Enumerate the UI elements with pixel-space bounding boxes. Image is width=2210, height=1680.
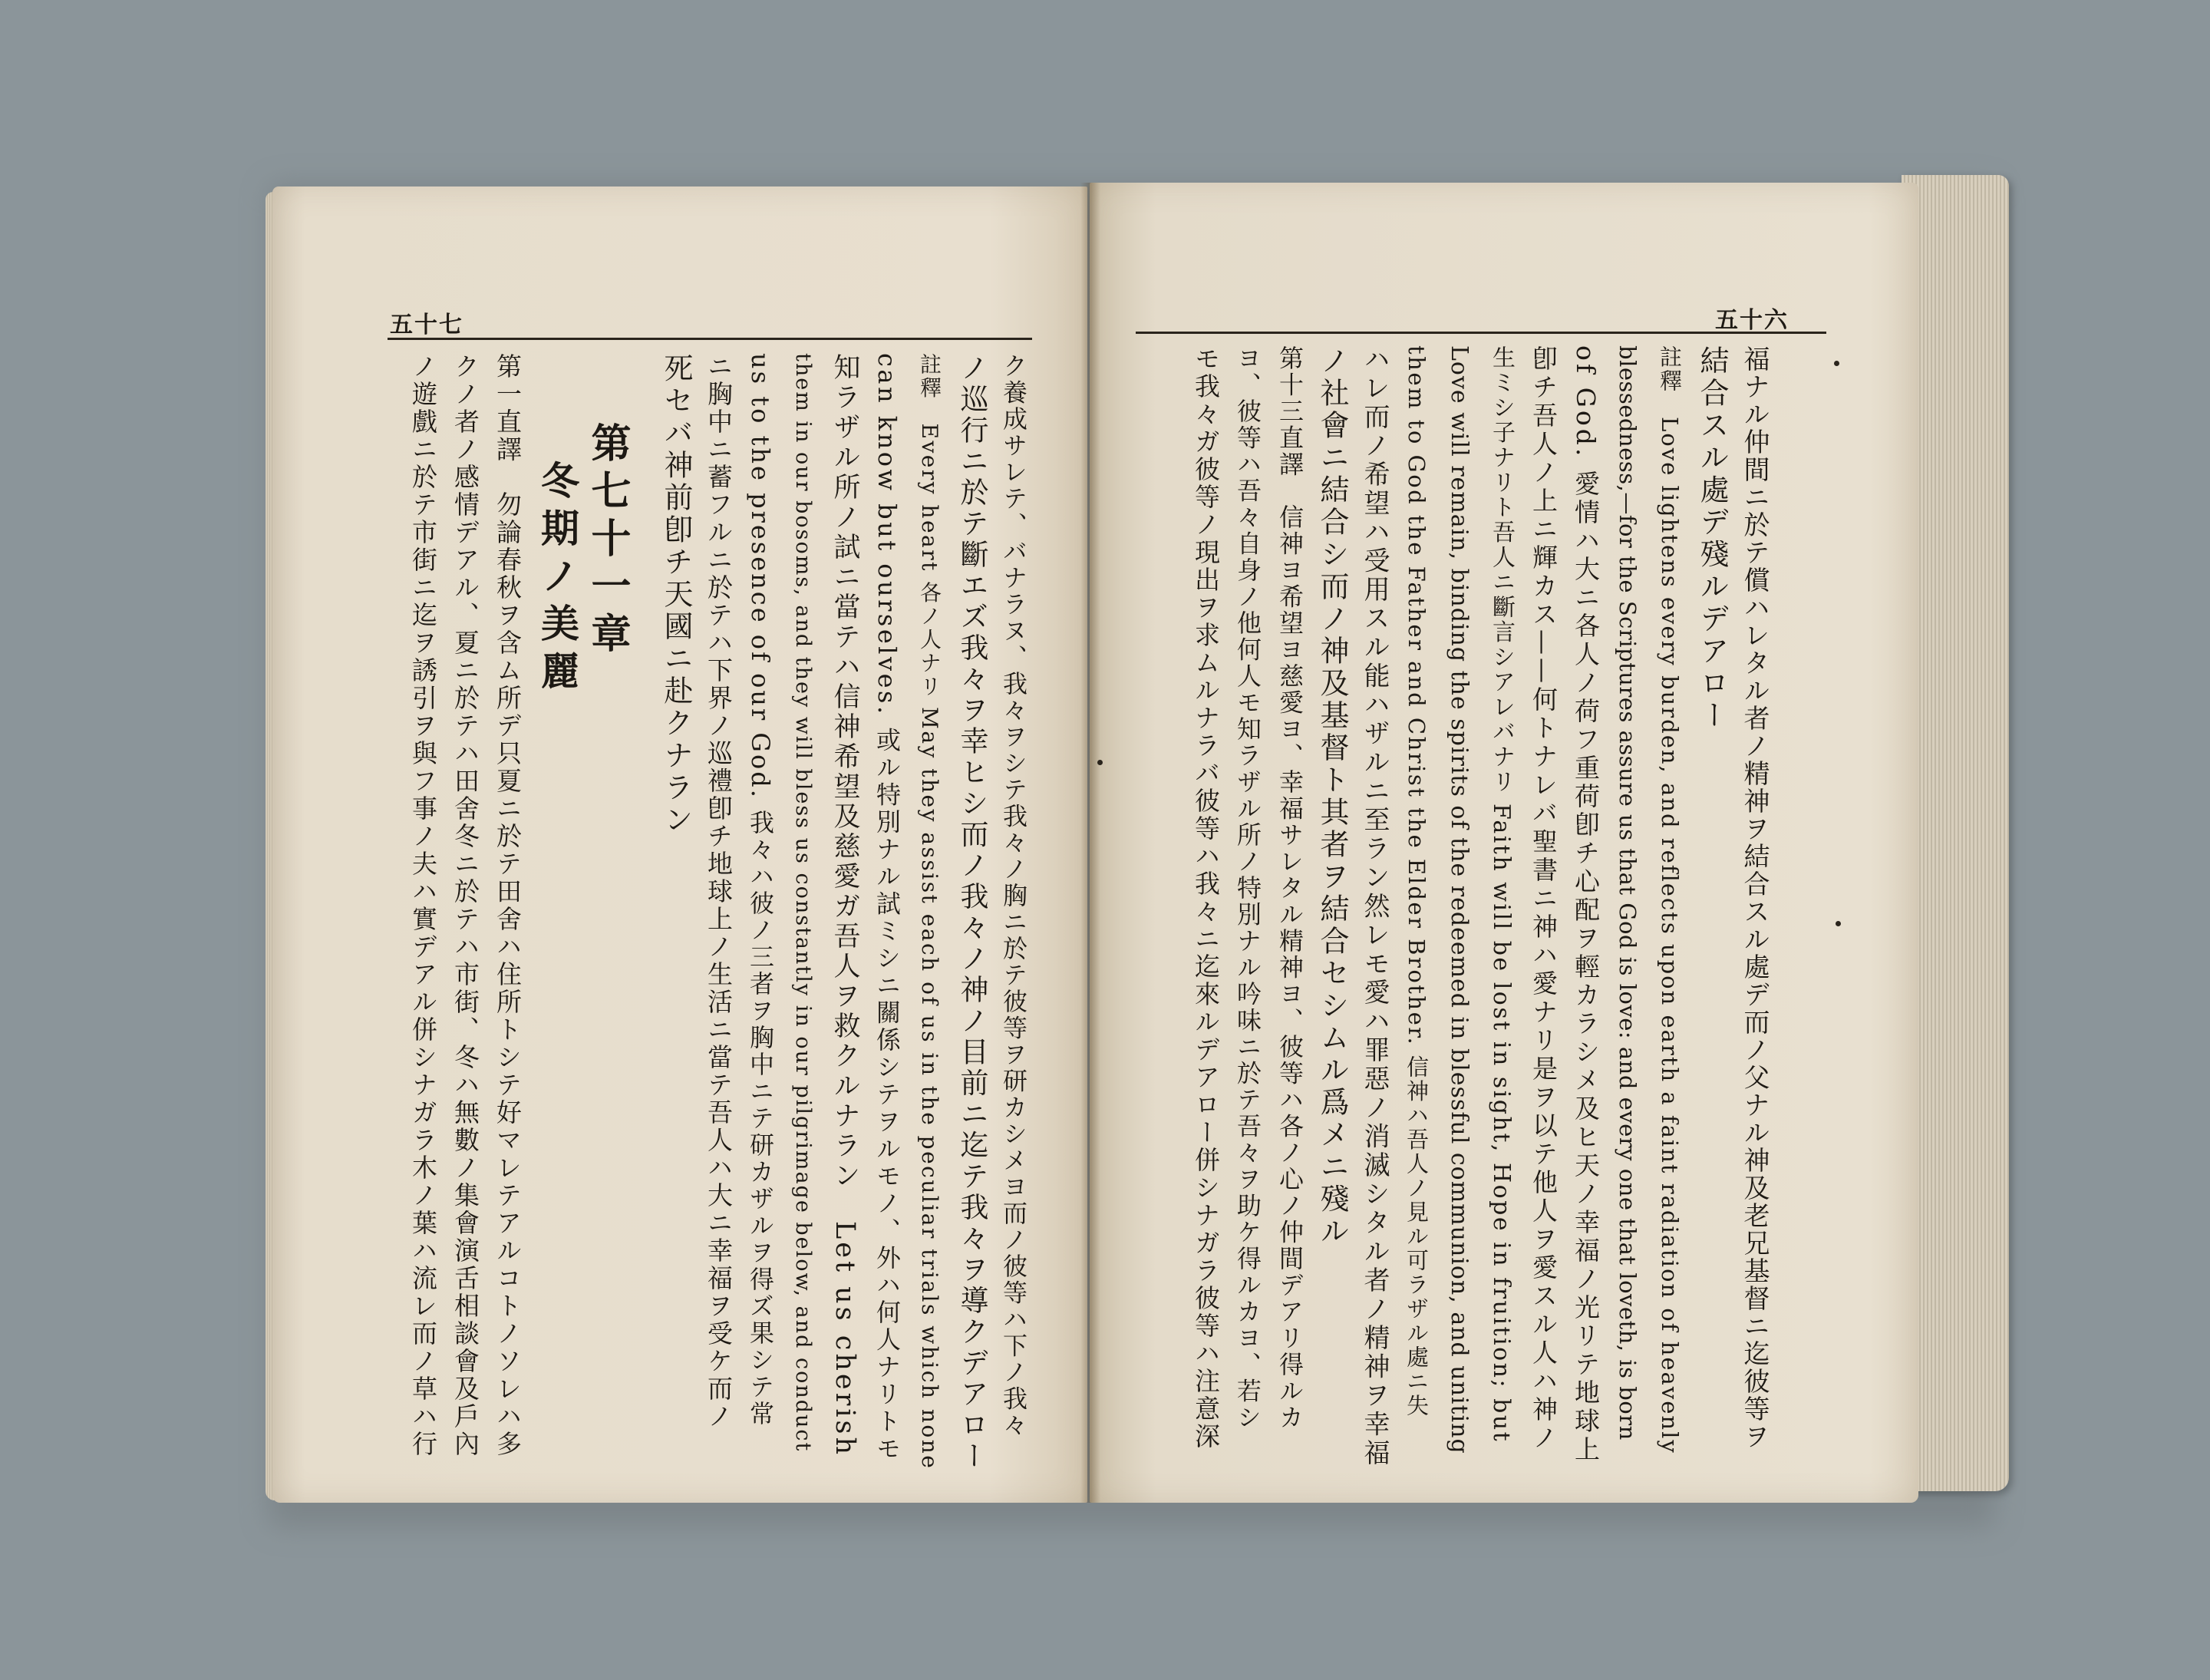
left-text-column: them in our bosoms, and they will bless us constantly in our pilgrimage below, and conduct [791, 353, 815, 1453]
right-text-column: 生ミシ子ナリト吾人ニ斷言シアレバナリ Faith will be lost in sight, Hope in fruition; but [1488, 345, 1515, 1444]
right-page-number: 五十六 [1715, 307, 1789, 334]
right-text-column: 註釋 Love lightens every burden, and reflects upon earth a faint radiation of heavenly [1657, 345, 1683, 1454]
book-gutter [1080, 183, 1100, 1503]
left-page-number: 五十七 [390, 312, 463, 338]
ink-dot [1097, 760, 1103, 765]
left-body-column: クノ者ノ感情デアル、夏ニ於テハ田舍冬ニ於テハ市街、冬ハ無數ノ集會演舌相談會及戶內 [450, 353, 480, 1458]
left-text-column: us to the presence of our God. 我々ハ彼ノ三者ヲ胸中ニテ研カザルヲ得ズ果シテ常 [746, 353, 775, 1428]
right-text-column: them to God the Father and Christ the Elder Brother. 信神ハ吾人ノ見ル可ラザル處ニ失 [1404, 345, 1430, 1418]
right-text-column: ハレ而ノ希望ハ受用スル能ハザルニ至ラン然レモ愛ハ罪惡ノ消滅シタル者ノ精神ヲ幸福 [1359, 345, 1390, 1468]
ink-dot [1836, 921, 1841, 926]
right-text-column: of God. 愛情ハ大ニ各人ノ荷フ重荷卽チ心配ヲ輕カラシメ及ヒ天ノ幸福ノ光リテ地球上 [1571, 345, 1601, 1464]
ink-dot [1834, 361, 1839, 366]
right-text-column: blessedness,—for the Scriptures assure us that God is love: and every one that loveth, is born [1615, 345, 1641, 1441]
left-text-column: ク養成サレテ、バナラヌ、我々ヲシテ我々ノ胸ニ於テ彼等ヲ研カシメヨ而ノ彼等ハ下ノ我々 [999, 353, 1028, 1439]
right-text-column: Love will remain, binding the spirits of the redeemed in blessful communion, and uniting [1446, 345, 1473, 1454]
right-text-column: 卽チ吾人ノ上ニ輝カス——何トナレバ聖書ニ神ハ愛ナリ是ヲ以テ他人ヲ愛スル人ハ神ノ [1529, 345, 1559, 1453]
left-text-column: 死セバ神前卽チ天國ニ赴クナラン [659, 353, 693, 837]
right-text-column: 福ナル仲間ニ於テ償ハレタル者ノ精神ヲ結合スル處デ而ノ父ナル神及老兄基督ニ迄彼等ヲ [1739, 345, 1770, 1451]
left-text-column: 註釋 Every heart 各ノ人ナリ May they assist each of us in the peculiar trials which none [917, 353, 942, 1470]
chapter-title: 第七十一章 [584, 422, 631, 660]
left-text-column: ニ胸中ニ蓄フルニ於テハ下界ノ巡禮卽チ地球上ノ生活ニ當テ吾人ハ大ニ幸福ヲ受ケ而ノ [704, 353, 734, 1431]
right-text-column: ノ社會ニ結合シ而ノ神及基督ト其者ヲ結合セシムル爲メニ殘ル [1315, 345, 1349, 1248]
left-body-column: 第一直譯 勿論春秋ヲ含ム所デ只夏ニ於テ田舍ハ住所トシテ好マレテアルコトノソレハ多 [493, 353, 523, 1458]
left-body-column: ノ遊戲ニ於テ市街ニ迄ヲ誘引ヲ與フ事ノ夫ハ實デアル併シナガラ木ノ葉ハ流レ而ノ草ハ行 [408, 353, 438, 1458]
right-text-column: 第十三直譯 信神ヨ希望ヨ慈愛ヨ、幸福サレタル精神ヨ、彼等ハ各ノ心ノ仲間デアリ得ルカ [1275, 345, 1305, 1431]
left-text-column: can know but ourselves. 或ル特別ナル試ミシニ關係シテヲルモノ、外ハ何人ナリトモ [872, 353, 902, 1463]
left-text-column: ノ巡行ニ於テ斷エズ我々ヲ幸ヒシ而ノ我々ノ神ノ目前ニ迄テ我々ヲ導クデアロー [955, 353, 988, 1472]
right-text-column: モ我々ガ彼等ノ現出ヲ求ムルナラバ彼等ハ我々ニ迄來ルデアロー併シナガラ彼等ハ注意深 [1191, 345, 1221, 1451]
left-header-rule [388, 338, 1032, 340]
chapter-subtitle: 冬期ノ美麗 [535, 460, 580, 698]
right-text-column: ヨ、彼等ハ吾々自身ノ他何人モ知ラザル所ノ特別ナル吟味ニ於テ吾々ヲ助ケ得ルカヨ、若シ [1233, 345, 1262, 1431]
right-text-column: 結合スル處デ殘ルデアロー [1695, 345, 1729, 732]
left-text-column: 知ラザル所ノ試ニ當テハ信神希望及慈愛ガ吾人ヲ救クルナラン Let us cherish [830, 353, 860, 1458]
